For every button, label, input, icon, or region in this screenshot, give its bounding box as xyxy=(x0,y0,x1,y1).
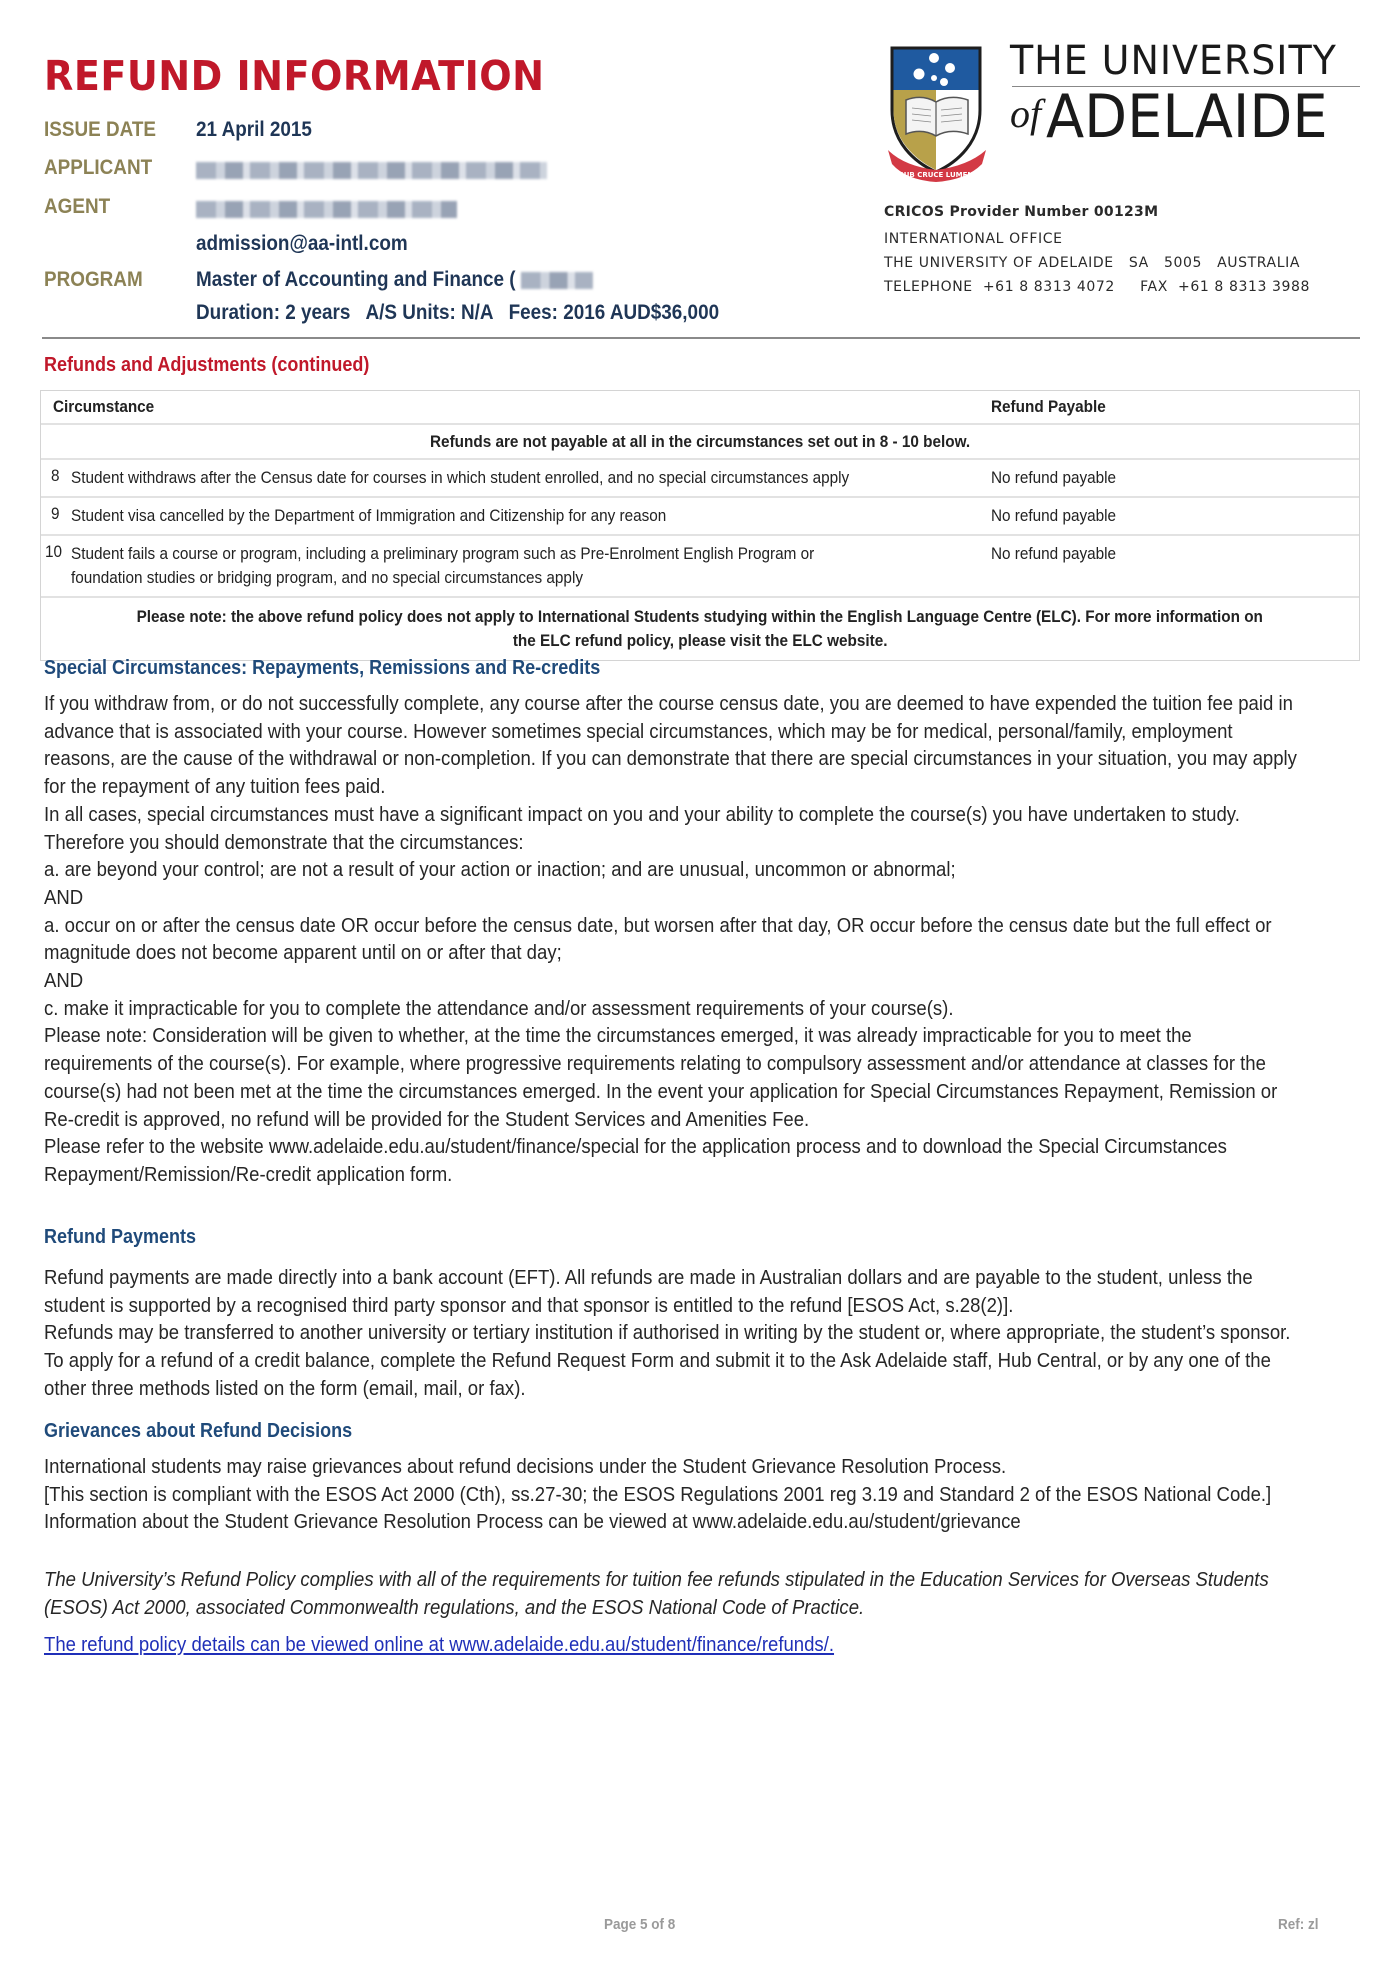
issue-date-label: ISSUE DATE xyxy=(44,118,157,141)
applicant-value-redacted xyxy=(196,158,547,182)
address-office: INTERNATIONAL OFFICE xyxy=(884,231,1063,247)
agent-label: AGENT xyxy=(44,195,111,218)
special-circumstances-heading: Special Circumstances: Repayments, Remissions and Re-credits xyxy=(44,657,601,679)
university-name-of: of xyxy=(1010,91,1042,136)
row-number: 8 xyxy=(51,466,60,485)
header-separator xyxy=(42,337,1360,339)
program-name: Master of Accounting and Finance ( xyxy=(196,268,516,291)
program-label: PROGRAM xyxy=(44,268,143,291)
university-name-line2: ADELAIDE xyxy=(1046,82,1328,152)
agent-value-redacted xyxy=(196,197,457,221)
grievances-body: International students may raise grievances about refund decisions under the Student Grievance Resolution Process. [This section is compliant with the ESOS Act 2000 (Cth), ss.27-30; the ESOS Regulations 2001 reg 3.19 and Standard 2 of the ESOS National Code.] Information about the Student Grievance Resolution Process can be viewed at www.adelaide.edu.au/student/grievance xyxy=(44,1455,1272,1534)
row-refund-payable: No refund payable xyxy=(991,544,1117,563)
document-title: REFUND INFORMATION xyxy=(44,52,545,100)
table-row xyxy=(41,460,1359,498)
refund-payments-heading: Refund Payments xyxy=(44,1226,197,1248)
row-circumstance: Student withdraws after the Census date for courses in which student enrolled, and no special circumstances apply xyxy=(71,468,850,487)
special-circumstances-body: If you withdraw from, or do not successfully complete, any course after the course census date, you are deemed to have expended the tuition fee paid in advance that is associated with your course. However sometimes special circumstances, which may be for medical, personal/family, employment reasons, are the cause of the withdrawal or non-completion. If you can demonstrate that there are special circumstances in your situation, you may apply for the repayment of any tuition fees paid. In all cases, special circumstances must have a significant impact on you and your ability to complete the course(s) you have undertaken to study. Therefore you should demonstrate that the circumstances: a. are beyond your control; are not a result of your action or inaction; and are unusual, uncommon or abnormal; AND a. occur on or after the census date OR occur before the census date, but worsen after that day, OR occur before the census date but the full effect or magnitude does not become apparent until on or after that day; AND c. make it impracticable for you to complete the attendance and/or assessment requirements of your course(s). Please note: Consideration will be given to whether, at the time the circumstances emerged, it was already impracticable for you to meet the requirements of the course(s). For example, where progressive requirements relating to compulsory assessment and/or attendance at classes for the course(s) had not been met at the time the circumstances emerged. In the event your application for Special Circumstances Repayment, Remission or Re-credit is approved, no refund will be provided for the Student Services and Amenities Fee. Please refer to the website www.adelaide.edu.au/student/finance/special for the application process and to download the Special Circumstances Repayment/Remission/Re-credit application form. xyxy=(44,692,1297,1186)
row-number: 10 xyxy=(45,542,63,561)
refund-policy-link[interactable]: The refund policy details can be viewed online at www.adelaide.edu.au/student/finance/refunds/. xyxy=(44,1633,835,1656)
grievances-heading: Grievances about Refund Decisions xyxy=(44,1420,353,1442)
refunds-table xyxy=(40,390,1360,661)
crest-motto: SUB CRUCE LUMEN xyxy=(898,171,974,179)
row-number: 9 xyxy=(51,504,60,523)
program-details: Duration: 2 years A/S Units: N/A Fees: 2016 AUD$36,000 xyxy=(196,301,720,324)
table-header-row xyxy=(41,391,1359,425)
address-street: THE UNIVERSITY OF ADELAIDE SA 5005 AUSTRALIA xyxy=(884,255,1301,271)
table-note-row: Please note: the above refund policy does not apply to International Students studying within the English Language Centre (ELC). For more information on the ELC refund policy, please visit the ELC website. xyxy=(136,607,1264,650)
university-name-line1: THE UNIVERSITY xyxy=(1010,38,1337,84)
issue-date-value: 21 April 2015 xyxy=(196,118,312,141)
table-row xyxy=(41,536,1359,598)
page-number: Page 5 of 8 xyxy=(604,1916,676,1933)
refund-payments-body: Refund payments are made directly into a bank account (EFT). All refunds are made in Australian dollars and are payable to the student, unless the student is supported by a recognised third party sponsor and that sponsor is entitled to the refund [ESOS Act, s.28(2)]. Refunds may be transferred to another university or tertiary institution if authorised in writing by the student or, where appropriate, the student’s sponsor. To apply for a refund of a credit balance, complete the Refund Request Form and submit it to the Ask Adelaide staff, Hub Central, or by any one of the other three methods listed on the form (email, mail, or fax). xyxy=(44,1266,1291,1400)
row-circumstance: Student fails a course or program, including a preliminary program such as Pre-Enrolment English Program or foundation studies or bridging program, and no special circumstances apply xyxy=(71,544,815,587)
table-row xyxy=(41,498,1359,536)
cricos-number: CRICOS Provider Number 00123M xyxy=(884,204,1159,220)
university-crest-icon xyxy=(886,44,990,184)
row-refund-payable: No refund payable xyxy=(991,468,1117,487)
reference-code: Ref: zl xyxy=(1278,1916,1319,1933)
column-header-circumstance: Circumstance xyxy=(53,397,155,416)
row-circumstance: Student visa cancelled by the Department of Immigration and Citizenship for any reason xyxy=(71,506,667,525)
row-refund-payable: No refund payable xyxy=(991,506,1117,525)
address-phone-fax: TELEPHONE +61 8 8313 4072 FAX +61 8 8313 3988 xyxy=(884,279,1311,295)
compliance-statement: The University’s Refund Policy complies with all of the requirements for tuition fee refunds stipulated in the Education Services for Overseas Students (ESOS) Act 2000, associated Commonwealth regulations, and the ESOS National Code of Practice. xyxy=(44,1568,1269,1619)
applicant-label: APPLICANT xyxy=(44,156,153,179)
column-header-refund-payable: Refund Payable xyxy=(991,397,1106,416)
table-span-row: Refunds are not payable at all in the circumstances set out in 8 - 10 below. xyxy=(41,425,1359,460)
program-value xyxy=(196,268,593,292)
agent-email: admission@aa-intl.com xyxy=(196,232,408,255)
refunds-section-heading: Refunds and Adjustments (continued) xyxy=(44,354,370,376)
